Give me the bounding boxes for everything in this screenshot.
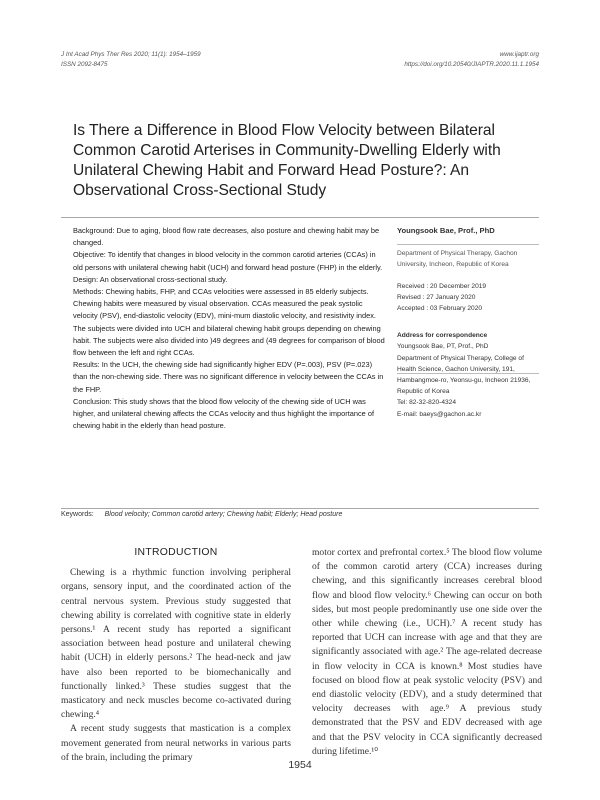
abstract-design: Design: An observational cross-sectional study. — [73, 274, 228, 284]
abstract-background: Background: Due to aging, blood flow rate decreases, also posture and chewing habit may be changed. — [73, 226, 380, 248]
keywords-list: Blood velocity; Common carotid artery; Chewing habit; Elderly; Head posture — [104, 511, 343, 518]
correspondence-email[interactable]: E-mail: baeys@gachon.ac.kr — [397, 410, 482, 418]
author-sidebar — [397, 225, 539, 420]
article-title: Is There a Difference in Blood Flow Velocity between Bilateral Common Carotid Arterises in Community-Dwelling Elderly with Unilateral Chewing Habit and Forward Head Posture?: An Observational Cross-Sectional Study — [73, 122, 501, 199]
abstract-methods: Methods: Chewing habits, FHP, and CCAs velocities were assessed in 85 elderly subjects. Chewing habits were measured by visual observation. CCAs measured the peak systolic velocity (PSV), end-diastolic velocity (EDV), mini-mum diastolic velocity, and resistivity index. The subjects were divided into UCH and bilateral chewing habit groups depending on chewing habit. The subjects were also divided into )49 degrees and (49 degrees for comparison of blood flow between the left and right CCAs. — [73, 287, 385, 358]
received-date: Received : 20 December 2019 — [397, 282, 487, 290]
author-name: Youngsook Bae, Prof., PhD — [397, 226, 495, 235]
page-number: 1954 — [288, 759, 312, 771]
keywords-label: Keywords: — [61, 511, 94, 518]
abstract-results: Results: In the UCH, the chewing side had significantly higher EDV (P=.003), PSV (P=.023) than the non-chewing side. There was no significant difference in velocity between the CCAs in the FHP. — [73, 360, 384, 394]
journal-header-left — [61, 50, 201, 70]
abstract-conclusion: Conclusion: This study shows that the blood flow velocity of the chewing side of UCH was higher, and unilateral chewing affects the CCAs velocity and thus highlight the importance of chewing habit in the elderly than head posture. — [73, 396, 375, 431]
body-column-right — [312, 546, 542, 759]
accepted-date: Accepted : 03 February 2020 — [397, 305, 483, 313]
author-affiliation: Department of Physical Therapy, Gachon University, Incheon, Republic of Korea — [397, 250, 518, 269]
correspondence-name: Youngsook Bae, PT, Prof., PhD — [397, 343, 489, 351]
intro-paragraph: A recent study suggests that mastication is a complex movement generated from neural networks in various parts of the brain, including the primary — [61, 723, 291, 763]
correspondence-phone: Tel: 82-32-820-4324 — [397, 399, 457, 407]
body-column-left — [61, 546, 291, 765]
article-dates — [397, 281, 539, 315]
issn: ISSN 2092-8475 — [61, 61, 108, 68]
introduction-heading: INTRODUCTION — [134, 547, 218, 558]
intro-paragraph: Chewing is a rhythmic function involving peripheral organs, sensory input, and the coordinated action of the central nervous system. Previous study suggested that chewing ability is correlated with cognitive state in elderly persons.¹ A recent study has reported a significant association between head posture and unilateral chewing habit (UCH) in elderly persons.² The head-neck and jaw have also been reported to be biomechanically and functionally linked.³ These studies suggest that the masticatory and neck muscles become co-activated during chewing.⁴ — [61, 567, 291, 721]
abstract-objective: Objective: To identify that changes in blood velocity in the common carotid arteries (CCAs) in old persons with unilateral chewing habit (UCH) and forward head posture (FHP) in the elderly. — [73, 250, 383, 272]
keywords-line — [61, 511, 342, 518]
abstract-text — [73, 225, 385, 432]
doi-link[interactable]: https://doi.org/10.20540/JIAPTR.2020.11.1.1954 — [404, 61, 539, 68]
correspondence-address: Department of Physical Therapy, College of Health Science, Gachon University, 191, Hambangmoe-ro, Yeonsu-gu, Incheon 21936, Republic of Korea — [397, 354, 531, 396]
journal-citation: J Int Acad Phys Ther Res 2020; 11(1): 1954–1959 — [61, 51, 201, 58]
correspondence-heading: Address for correspondence — [397, 332, 488, 340]
abstract-box — [61, 217, 539, 509]
intro-paragraph: motor cortex and prefrontal cortex.⁵ The blood flow volume of the common carotid artery (CCA) increases during chewing, and this significantly increases cerebral blood flow and blood flow velocity.⁶ Chewing can occur on both sides, but most people predominantly use one side over the other while chewing (i.e., UCH).⁷ A recent study has reported that UCH can increase with age and that they are significantly associated with age.² The age-related decrease in flow velocity in CCA is known.⁸ Most studies have focused on blood flow at peak systolic velocity (PSV) and end diastolic velocity (EDV), and a study determined that velocity decreases with age.⁹ A previous study demonstrated that the PSV and EDV decreased with age and that the PSV velocity in CCA significantly decreased during lifetime.¹⁰ — [312, 547, 542, 757]
revised-date: Revised : 27 January 2020 — [397, 293, 476, 301]
website-link[interactable]: www.ijaptr.org — [499, 51, 539, 58]
journal-header-right — [404, 50, 539, 70]
